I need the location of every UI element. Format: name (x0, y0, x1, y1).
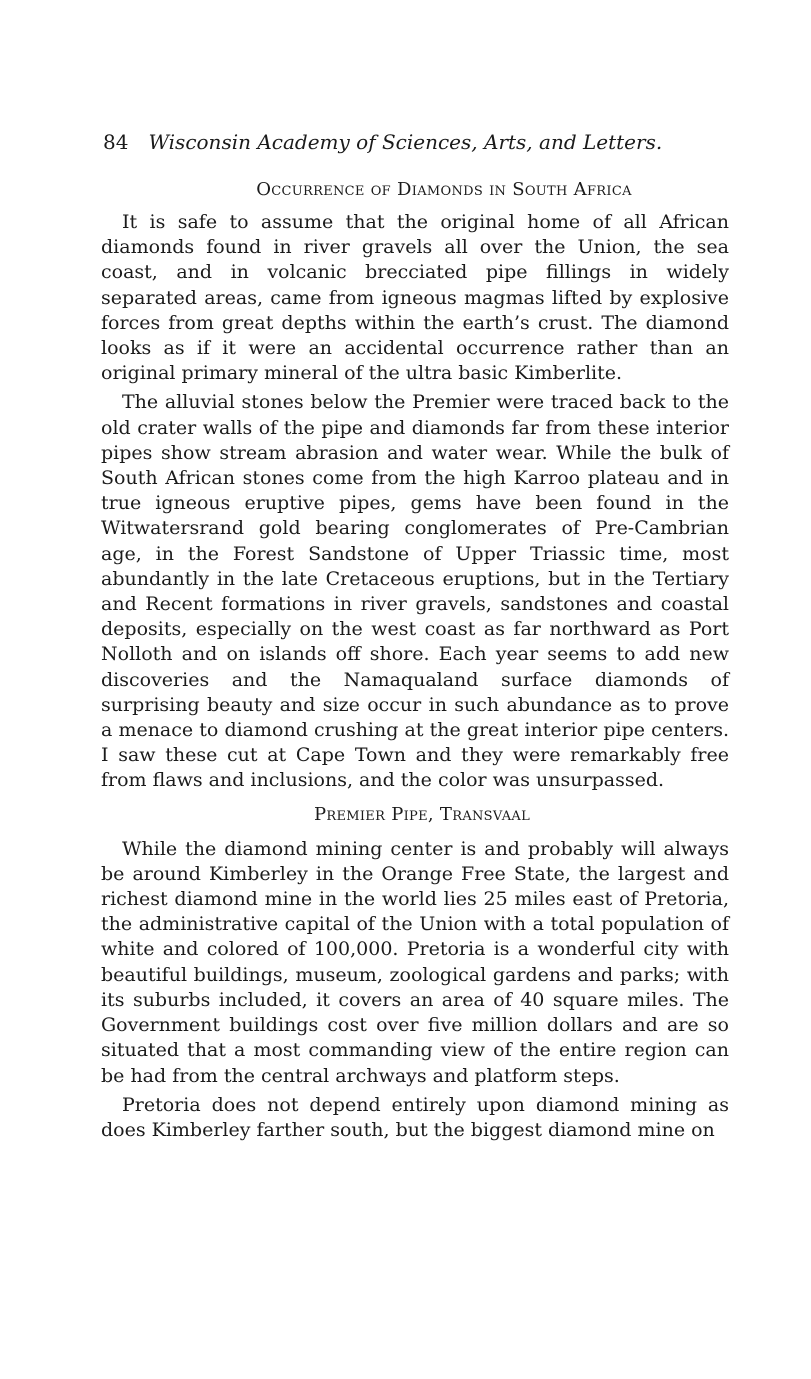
body-paragraph: While the diamond mining center is and probably will always be around Kimberley in the Orange Free State, the largest and richest diamond mine in the world lies 25 miles east of Pretoria, the administrative capital of the Union with a total population of white and colored of 100,000. Pretoria is a wonderful city with beautiful buildings, museum, zoological gardens and parks; with its suburbs included, it covers an area of 40 square miles. The Government buildings cost over five million dollars and are so situated that a most commanding view of the entire region can be had from the central archways and platform steps. (101, 837, 729, 1087)
section-heading-diamond-occurrence: Occurrence of Diamonds in South Africa (256, 179, 632, 200)
running-head (101, 128, 729, 156)
section-heading-premier-pipe: Premier Pipe, Transvaal (313, 803, 531, 825)
body-paragraph: Pretoria does not depend entirely upon diamond mining as does Kimberley farther south, but the biggest diamond mine on (101, 1093, 729, 1141)
body-paragraph: The alluvial stones below the Premier were traced back to the old crater walls of the pipe and diamonds far from these interior pipes show stream abrasion and water wear. While the bulk of South African stones come from the high Karroo plateau and in true igneous eruptive pipes, gems have been found in the Witwatersrand gold bearing conglomerates of Pre-Cambrian age, in the Forest Sandstone of Upper Triassic time, most abundantly in the late Cretaceous eruptions, but in the Tertiary and Recent formations in river gravels, sandstones and coastal deposits, especially on the west coast as far northward as Port Nolloth and on islands off shore. Each year seems to add new discoveries and the Namaqualand surface diamonds of surprising beauty and size occur in such abundance as to prove a menace to diamond crushing at the great interior pipe centers. I saw these cut at Cape Town and they were remarkably free from flaws and inclusions, and the color was unsurpassed. (101, 391, 729, 792)
body-paragraph: It is safe to assume that the original home of all African diamonds found in river gravels all over the Union, the sea coast, and in volcanic brecciated pipe fillings in widely separated areas, came from igneous magmas lifted by explosive forces from great depths within the earth’s crust. The diamond looks as if it were an accidental occurrence rather than an original primary mineral of the ultra basic Kimberlite. (101, 211, 729, 385)
page-number: 84 (103, 130, 129, 154)
book-page (101, 128, 729, 1143)
journal-title: Wisconsin Academy of Sciences, Arts, and Letters. (148, 130, 663, 154)
